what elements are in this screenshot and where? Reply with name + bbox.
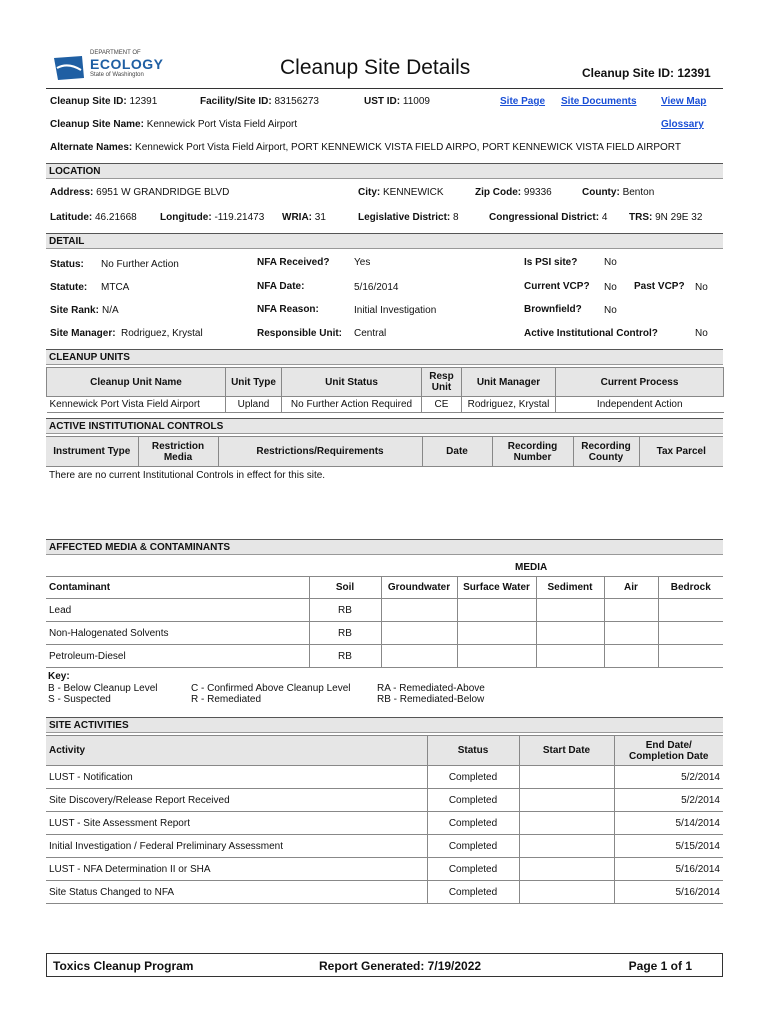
- table-cell: Completed: [427, 881, 519, 904]
- header-rule: [46, 88, 723, 89]
- address: Address: 6951 W GRANDRIDGE BLVD: [50, 187, 230, 198]
- table-cell: [381, 599, 457, 622]
- table-cell: Upland: [226, 397, 282, 413]
- controls-empty-box: [46, 467, 723, 540]
- media-group-label: MEDIA: [515, 562, 548, 573]
- nfa-reason-label: NFA Reason:: [257, 304, 319, 315]
- table-row: [46, 766, 723, 789]
- washington-state-icon: [52, 54, 86, 82]
- key-s: S - Suspected: [48, 694, 111, 705]
- footer-page: Page 1 of 1: [628, 959, 692, 973]
- site-id-heading: Cleanup Site ID: 12391: [582, 66, 711, 80]
- site-manager-value: Rodriguez, Krystal: [121, 328, 203, 339]
- table-cell: [457, 622, 536, 645]
- key-label: Key:: [48, 671, 70, 682]
- site-manager-label: Site Manager:: [50, 328, 116, 339]
- col-air: Air: [604, 577, 658, 599]
- longitude: Longitude: -119.21473: [160, 212, 265, 223]
- table-cell: No Further Action Required: [282, 397, 422, 413]
- table-cell: [381, 645, 457, 668]
- activities-table: [46, 735, 723, 904]
- legislative-district: Legislative District: 8: [358, 212, 459, 223]
- footer-box: [46, 953, 723, 977]
- media-table: [46, 576, 723, 668]
- current-vcp-value: No: [604, 282, 617, 293]
- table-cell: [604, 622, 658, 645]
- table-cell: LUST - Site Assessment Report: [46, 812, 427, 835]
- nfa-received-value: Yes: [354, 257, 371, 268]
- congressional-district: Congressional District: 4: [489, 212, 608, 223]
- key-rb: RB - Remediated-Below: [377, 694, 485, 705]
- brownfield-label: Brownfield?: [524, 304, 582, 315]
- table-row: [46, 881, 723, 904]
- table-cell: [658, 599, 723, 622]
- nfa-reason-value: Initial Investigation: [354, 305, 437, 316]
- col-tax-parcel: Tax Parcel: [639, 437, 723, 467]
- table-cell: [604, 599, 658, 622]
- col-surface-water: Surface Water: [457, 577, 536, 599]
- footer-program: Toxics Cleanup Program: [53, 959, 194, 973]
- col-activity: Activity: [46, 736, 427, 766]
- statute-label: Statute:: [50, 282, 88, 293]
- table-cell: [381, 622, 457, 645]
- facility-site-id: Facility/Site ID: 83156273: [200, 96, 319, 107]
- col-unit-type: Unit Type: [226, 368, 282, 397]
- table-cell: [457, 599, 536, 622]
- table-cell: Non-Halogenated Solvents: [46, 622, 309, 645]
- site-rank-label: Site Rank:: [50, 305, 99, 316]
- table-cell: 5/16/2014: [614, 858, 723, 881]
- nfa-received-label: NFA Received?: [257, 257, 330, 268]
- table-cell: [658, 622, 723, 645]
- table-cell: [604, 645, 658, 668]
- table-cell: Initial Investigation / Federal Preliminary Assessment: [46, 835, 427, 858]
- cleanup-site-name: Cleanup Site Name: Kennewick Port Vista Field Airport: [50, 119, 298, 130]
- site-documents-link[interactable]: Site Documents: [561, 96, 637, 107]
- col-recording-number: Recording Number: [492, 437, 573, 467]
- past-vcp-value: No: [695, 282, 708, 293]
- table-cell: 5/2/2014: [614, 766, 723, 789]
- table-cell: [519, 766, 614, 789]
- table-cell: Site Status Changed to NFA: [46, 881, 427, 904]
- county: County: Benton: [582, 187, 655, 198]
- controls-table: [46, 436, 723, 467]
- table-cell: LUST - NFA Determination II or SHA: [46, 858, 427, 881]
- aic-value: No: [695, 328, 708, 339]
- col-end-date: End Date/ Completion Date: [614, 736, 723, 766]
- aic-label: Active Institutional Control?: [524, 328, 658, 339]
- responsible-unit-value: Central: [354, 328, 387, 339]
- table-cell: [658, 645, 723, 668]
- col-restrictions: Restrictions/Requirements: [218, 437, 422, 467]
- activities-heading: SITE ACTIVITIES: [46, 717, 723, 733]
- table-cell: Kennewick Port Vista Field Airport: [47, 397, 226, 413]
- table-cell: 5/2/2014: [614, 789, 723, 812]
- ust-id: UST ID: 11009: [364, 96, 430, 107]
- status-label: Status:: [50, 259, 84, 270]
- table-cell: [519, 881, 614, 904]
- logo-line2: ECOLOGY: [90, 56, 164, 72]
- zip-code: Zip Code: 99336: [475, 187, 552, 198]
- key-c: C - Confirmed Above Cleanup Level: [191, 683, 351, 694]
- table-cell: CE: [422, 397, 462, 413]
- logo-line1: DEPARTMENT OF: [90, 50, 141, 56]
- cleanup-site-id: Cleanup Site ID: 12391: [50, 96, 158, 107]
- table-cell: Rodriguez, Krystal: [462, 397, 556, 413]
- table-cell: RB: [309, 645, 381, 668]
- nfa-date-label: NFA Date:: [257, 281, 305, 292]
- trs: TRS: 9N 29E 32: [629, 212, 703, 223]
- current-vcp-label: Current VCP?: [524, 281, 590, 292]
- table-cell: RB: [309, 599, 381, 622]
- city: City: KENNEWICK: [358, 187, 444, 198]
- status-value: No Further Action: [101, 259, 179, 270]
- col-status: Status: [427, 736, 519, 766]
- logo-line3: State of Washington: [90, 72, 144, 78]
- nfa-date-value: 5/16/2014: [354, 282, 399, 293]
- brownfield-value: No: [604, 305, 617, 316]
- table-row: [46, 645, 723, 668]
- page-title: Cleanup Site Details: [280, 56, 471, 79]
- key-r: R - Remediated: [191, 694, 262, 705]
- footer-generated: Report Generated: 7/19/2022: [319, 959, 482, 973]
- agency-logo: [52, 50, 164, 82]
- table-cell: [519, 812, 614, 835]
- responsible-unit-label: Responsible Unit:: [257, 328, 343, 339]
- col-cleanup-unit-name: Cleanup Unit Name: [47, 368, 226, 397]
- col-bedrock: Bedrock: [658, 577, 723, 599]
- col-soil: Soil: [309, 577, 381, 599]
- col-contaminant: Contaminant: [46, 577, 309, 599]
- table-cell: Independent Action: [556, 397, 724, 413]
- cleanup-units-table: [46, 367, 724, 413]
- table-cell: LUST - Notification: [46, 766, 427, 789]
- table-cell: Completed: [427, 812, 519, 835]
- table-cell: Lead: [46, 599, 309, 622]
- table-cell: Completed: [427, 858, 519, 881]
- table-row: [46, 858, 723, 881]
- table-cell: RB: [309, 622, 381, 645]
- media-heading: AFFECTED MEDIA & CONTAMINANTS: [46, 539, 723, 555]
- wria: WRIA: 31: [282, 212, 326, 223]
- table-row: [46, 622, 723, 645]
- table-cell: [536, 599, 604, 622]
- col-current-process: Current Process: [556, 368, 724, 397]
- table-cell: Completed: [427, 835, 519, 858]
- table-cell: [536, 645, 604, 668]
- table-cell: [519, 835, 614, 858]
- col-instrument-type: Instrument Type: [46, 437, 138, 467]
- col-start-date: Start Date: [519, 736, 614, 766]
- latitude: Latitude: 46.21668: [50, 212, 137, 223]
- view-map-link[interactable]: View Map: [661, 96, 707, 107]
- site-page-link[interactable]: Site Page: [500, 96, 546, 107]
- table-cell: 5/16/2014: [614, 881, 723, 904]
- table-cell: 5/15/2014: [614, 835, 723, 858]
- table-cell: Site Discovery/Release Report Received: [46, 789, 427, 812]
- table-cell: [536, 622, 604, 645]
- key-b: B - Below Cleanup Level: [48, 683, 158, 694]
- col-groundwater: Groundwater: [381, 577, 457, 599]
- col-unit-manager: Unit Manager: [462, 368, 556, 397]
- controls-heading: ACTIVE INSTITUTIONAL CONTROLS: [46, 418, 723, 434]
- controls-empty-text: There are no current Institutional Controls in effect for this site.: [49, 470, 326, 481]
- key-ra: RA - Remediated-Above: [377, 683, 485, 694]
- table-cell: [519, 858, 614, 881]
- col-restriction-media: Restriction Media: [138, 437, 218, 467]
- psi-label: Is PSI site?: [524, 257, 578, 268]
- table-row: [46, 599, 723, 622]
- table-row: [46, 789, 723, 812]
- table-cell: [519, 789, 614, 812]
- table-row: [47, 397, 724, 413]
- table-row: [46, 835, 723, 858]
- table-cell: [457, 645, 536, 668]
- alternate-names: Alternate Names: Kennewick Port Vista Field Airport, PORT KENNEWICK VISTA FIELD AIRPO, PORT KENNEWICK VISTA FIELD AIRPORT: [50, 142, 681, 153]
- table-row: [46, 812, 723, 835]
- detail-heading: DETAIL: [46, 233, 723, 249]
- psi-value: No: [604, 257, 617, 268]
- col-sediment: Sediment: [536, 577, 604, 599]
- glossary-link[interactable]: Glossary: [661, 119, 704, 130]
- location-heading: LOCATION: [46, 163, 723, 179]
- col-recording-county: Recording County: [573, 437, 639, 467]
- col-resp-unit: Resp Unit: [422, 368, 462, 397]
- statute-value: MTCA: [101, 282, 130, 293]
- cleanup-units-heading: CLEANUP UNITS: [46, 349, 723, 365]
- site-rank-value: N/A: [102, 305, 119, 316]
- table-cell: 5/14/2014: [614, 812, 723, 835]
- col-unit-status: Unit Status: [282, 368, 422, 397]
- col-date: Date: [422, 437, 492, 467]
- table-cell: Completed: [427, 766, 519, 789]
- table-cell: Completed: [427, 789, 519, 812]
- table-cell: Petroleum-Diesel: [46, 645, 309, 668]
- past-vcp-label: Past VCP?: [634, 281, 685, 292]
